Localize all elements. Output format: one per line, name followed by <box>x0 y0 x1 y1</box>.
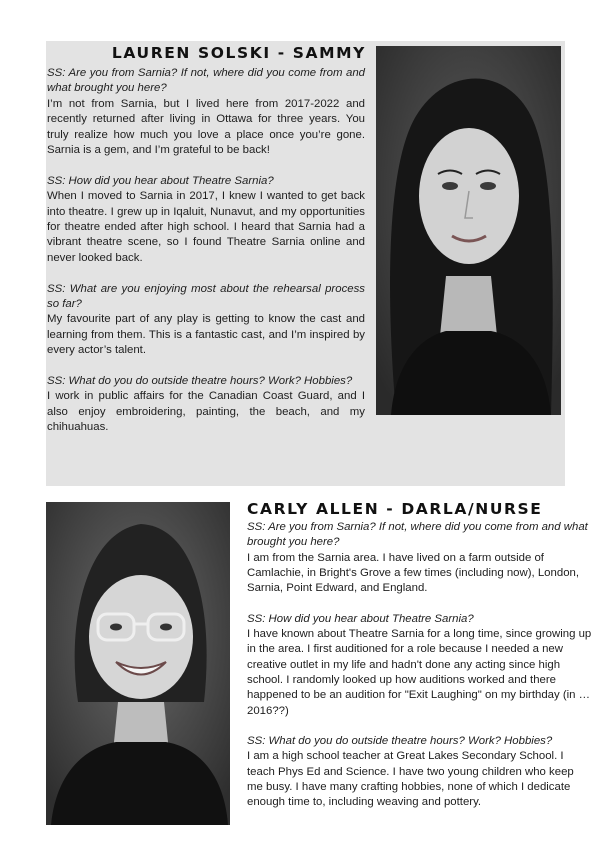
interview-question: SS: How did you hear about Theatre Sarnia? <box>47 174 274 187</box>
interview-question: SS: What do you do outside theatre hours? Work? Hobbies? <box>247 735 553 748</box>
interview-question: SS: What do you do outside theatre hours? Work? Hobbies? <box>47 375 353 388</box>
portrait-photo-icon <box>46 502 230 825</box>
interview-answer: My favourite part of any play is getting to know the cast and learning from them. This is a fantastic cast, and I’m inspired by every actor’s talent. <box>47 313 365 357</box>
interview-answer: I am a high school teacher at Great Lakes Secondary School. I teach Phys Ed and Science. I have two young children who keep me busy. I have many crafting hobbies, none of which I dedicate enough time to, including weaving and pottery. <box>247 750 574 809</box>
interview-answer: I have known about Theatre Sarnia for a long time, since growing up in the area. I first auditioned for a role because I needed a new creative outlet in my life and hadn't done any acting since high school. I randomly looked up how auditions worked and there happened to be an audition for "Exit Laughing" on my birthday (in … 2016??) <box>247 628 592 717</box>
interview-answer: I am from the Sarnia area. I have lived on a farm outside of Camlachie, in Bright's Grove a few times (including now), London, Sarnia, Point Edward, and England. <box>247 551 580 595</box>
profile-name: CARLY ALLEN - DARLA/NURSE <box>247 500 543 518</box>
portrait-photo-icon <box>376 46 561 415</box>
profile-interview <box>47 66 365 451</box>
interview-answer: I’m not from Sarnia, but I lived here from 2017-2022 and recently returned after living in Ottawa for three years. You truly realize how much you love a place once you’re gone. Sarnia is a gem, and I’m grateful to be back! <box>47 97 365 157</box>
interview-answer: When I moved to Sarnia in 2017, I knew I wanted to get back into theatre. I grew up in Iqaluit, Nunavut, and my opportunities for theatre ended after high school. I heard that Sarnia had a vibrant theatre scene, so I found Theatre Sarnia online and never looked back. <box>47 190 365 264</box>
interview-question: SS: How did you hear about Theatre Sarnia? <box>247 612 474 625</box>
interview-question: SS: Are you from Sarnia? If not, where did you come from and what brought you here? <box>47 67 365 95</box>
interview-question: SS: Are you from Sarnia? If not, where did you come from and what brought you here? <box>247 521 588 549</box>
profile-name: LAUREN SOLSKI - SAMMY <box>111 44 366 62</box>
interview-answer: I work in public affairs for the Canadian Coast Guard, and I also enjoy embroidering, painting, the beach, and my chihuahuas. <box>47 390 365 434</box>
profile-interview <box>247 520 592 826</box>
interview-question: SS: What are you enjoying most about the rehearsal process so far? <box>47 282 365 311</box>
